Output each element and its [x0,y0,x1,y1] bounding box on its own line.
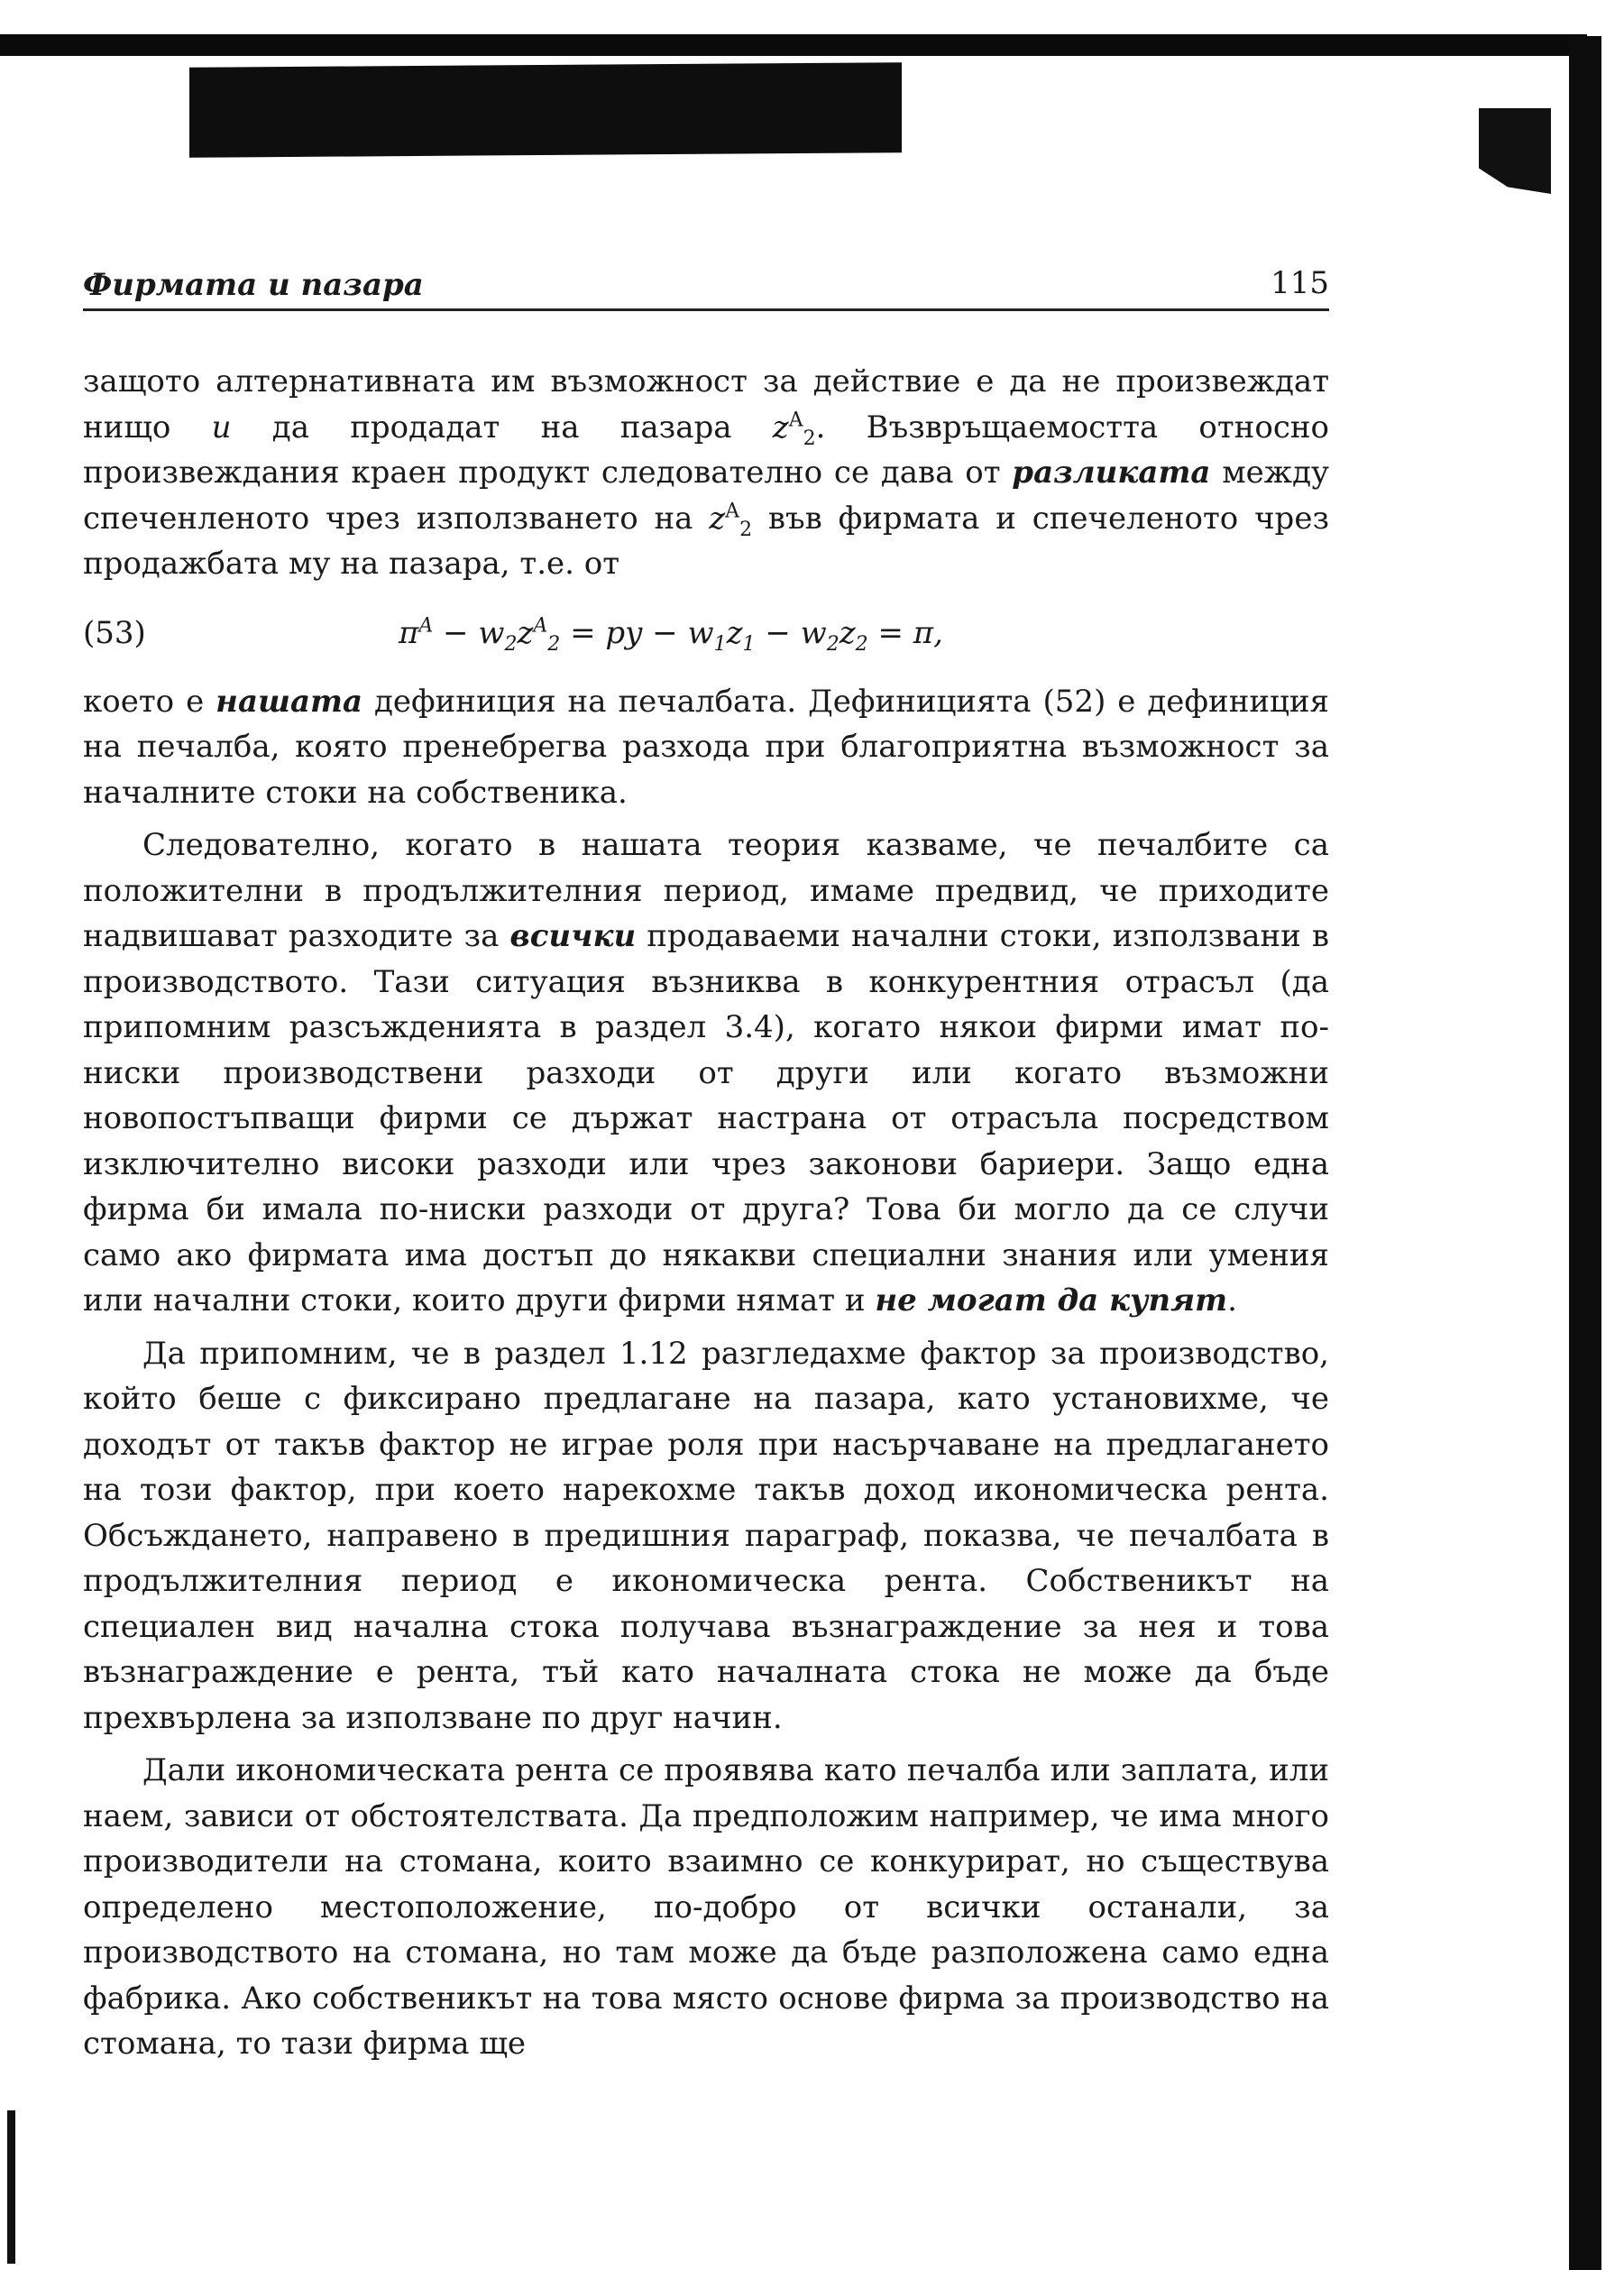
math-variable: z [709,500,726,537]
scan-edge-mark [7,2110,15,2264]
equation-number: (53) [83,614,146,651]
math-variable: z [772,409,789,446]
paragraph: Дали икономическата рента се проявява като печалба или заплата, или наем, зависи от обстоятелствата. Да предположим например, че има много производители на стомана, които взаимно се конкурират, но съществува определено местоположение, по-добро от всички останали, за производството на стомана, но там може да бъде разположена само една фабрика. Ако собственикът на това място основе фирма за производство на стомана, то тази фирма ще [83,1752,1329,2062]
page-number: 115 [1271,265,1329,301]
scan-border-top [0,34,1587,56]
paragraph: защото алтернативната им възможност за действие е да не произвеждат нищо и да продадат на пазара $z^A_2$. Възвръщаемостта относно произвеждания краен продукт следователно се дава от разликата между спеченленото чрез използването на $z^A_2$ във фирмата и спечеленото чрез продажбата му на пазара, т.е. от [83,363,1330,582]
paragraph: Да припомним, че в раздел 1.12 разгледахме фактор за производство, който беше с фиксирано предлагане на пазара, като установихме, че доходът от такъв фактор не играе роля при насърчаване на предлагането на този фактор, при което нарекохме такъв доход икономическа рента. Обсъждането, направено в предишния параграф, показва, че печалбата в продължителния период е икономическа рента. Собственикът на специален вид начална стока получава възнаграждение за нея и това възнаграждение е рента, тъй като началната стока не може да бъде прехвърлена за използване по друг начин. [83,1335,1329,1736]
running-title: Фирмата и пазара [83,267,424,303]
emphasis: всички [509,918,637,954]
emphasis: не могат да купят [875,1282,1228,1319]
scan-redaction-block [189,62,902,158]
scan-border-right [1569,36,1601,2270]
paragraph: Следователно, когато в нашата теория казваме, че печалбите са положителни в продължителния период, имаме предвид, че приходите надвишават разходите за всички продаваеми начални стоки, използвани в производството. Тази ситуация възниква в конкурентния отрасъл (да припомним разсъжденията в раздел 3.4), когато някои фирми имат по-ниски производствени разходи от други или когато възможни новопостъпващи фирми се държат настрана от отрасъла посредством изключително високи разходи или чрез законови бариери. Защо една фирма би имала по-ниски разходи от друга? Това би могло да се случи само ако фирмата има достъп до някакви специални знания или умения или начални стоки, които други фирми нямат и не могат да купят. [83,827,1329,1319]
scan-corner-mark [1479,108,1551,194]
equation [83,605,1329,661]
page-header [83,263,1329,311]
emphasis: разликата [1012,455,1211,491]
equation-body: $\pi^A - w_2z^A_2$ = py − $w_1z_1 - w_2z_2 = \pi$, [399,614,943,656]
page-body [83,359,1329,2067]
paragraph: което е нашата дефиниция на печалбата. Дефиницията (52) е дефиниция на печалба, която пренебрегва разхода при благоприятна възможност за началните стоки на собственика. [83,683,1330,811]
emphasis: нашата [216,683,362,720]
